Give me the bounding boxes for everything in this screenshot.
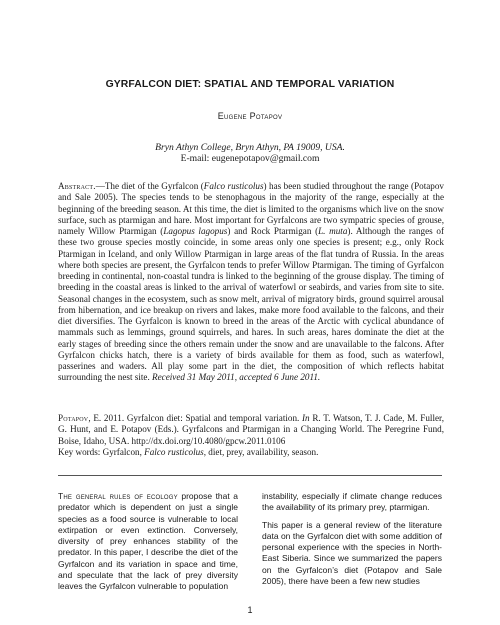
affiliation-email: E-mail: eugenepotapov@gmail.com bbox=[180, 153, 320, 165]
paper-title: GYRFALCON DIET: SPATIAL AND TEMPORAL VARIATION bbox=[105, 79, 395, 90]
citation-author: Potapov bbox=[58, 413, 89, 423]
lead-in-text: The general rules of ecology bbox=[58, 491, 178, 501]
body-text: propose that a predator which is dependent on just a single species as a food source is vulnerable to local extirpation or even extinction. Conversely, diversity of prey enhances stability of the predator. In this paper, I describe the diet of the Gyrfalcon and its variation in space and time, and speculate that the lack of prey diversity leaves the Gyrfalcon vulnerable to population bbox=[58, 491, 238, 592]
citation-text-1: , E. 2011. Gyrfalcon diet: Spatial and temporal variation. bbox=[88, 413, 303, 423]
body-column-right bbox=[262, 491, 442, 593]
abstract-text-1: —The diet of the Gyrfalcon ( bbox=[95, 181, 204, 191]
abstract-text-3: ) and Rock Ptarmigan ( bbox=[227, 226, 319, 236]
citation bbox=[58, 413, 444, 447]
citation-text-2: R. T. Watson, T. J. Cade, M. Fuller, G. Hunt, and E. Potapov (Eds.). Gyrfalcons and Ptarmigan in a Changing World. The Peregrine Fund, Boise, Idaho, USA. http://dx.doi.org/10.4080/gpcw.2011.0106 bbox=[58, 413, 444, 446]
body-paragraph bbox=[58, 491, 238, 593]
body-paragraph: This paper is a general review of the literature data on the Gyrfalcon diet with some addition of personal experience with the species in North-East Siberia. Since we summarized the papers on the Gyrfalcon’s diet (Potapov and Sale 2005), there have been a few new studies bbox=[262, 519, 442, 587]
author-name: Eugene Potapov bbox=[217, 111, 283, 121]
abstract-text-2: ) has been studied throughout the range (Potapov and Sale 2005). The species tends to be stenophagous in the majority of the range, especially at the beginning of the breeding season. At this time, the diet is limited to the organisms which live on the snow surface, such as ptarmigan and hare. Most important for Gyrfalcons are two sympatric species of grouse, namely Willow Ptarmigan ( bbox=[58, 181, 444, 236]
citation-in: In bbox=[302, 413, 310, 423]
abstract-received-date: Received 31 May 2011, accepted 6 June 2011. bbox=[152, 372, 321, 383]
abstract bbox=[58, 181, 444, 384]
abstract-scientific-name-3: L. muta bbox=[318, 226, 348, 236]
keywords bbox=[58, 447, 444, 458]
abstract-scientific-name-2: Lagopus lagopus bbox=[163, 226, 228, 236]
abstract-scientific-name-1: Falco rusticolus bbox=[203, 181, 264, 191]
section-divider bbox=[58, 475, 442, 476]
keywords-text-2: , diet, prey, availability, season. bbox=[203, 447, 319, 457]
affiliation-institution: Bryn Athyn College, Bryn Athyn, PA 19009, USA. bbox=[155, 142, 345, 153]
keywords-text-1: Key words: Gyrfalcon, bbox=[58, 447, 145, 457]
page-number: 1 bbox=[247, 605, 253, 615]
abstract-text-4: ). Although the ranges of these two grouse species mostly coincide, in some areas only one species is present; e.g., only Rock Ptarmigan in Iceland, and only Willow Ptarmigan in large areas of the flat tundra of Russia. In the areas where both species are present, the Gyrfalcon tends to prefer Willow Ptarmigan. The timing of Gyrfalcon breeding in continental, non-coastal tundra is linked to the beginning of the grouse display. The timing of breeding in the coastal areas is linked to the arrival of waterfowl or seabirds, and varies from site to site. Seasonal changes in the ecosystem, such as snow melt, arrival of migratory birds, ground squirrel arousal from hibernation, and ice breakup on rivers and lakes, make more food available to the falcons, and their diet diversifies. The Gyrfalcon is known to breed in the areas of the Arctic with cyclical abundance of mammals such as lemmings, ground squirrels, and hares. In such areas, hares dominate the diet at the early stages of breeding since the others remain under the snow and are unavailable to the falcons. After Gyrfalcon chicks hatch, there is a variety of birds available for them as food, such as waterfowl, passerines and waders. All play some part in the diet, the composition of which reflects habitat surrounding the nest site. bbox=[58, 226, 444, 383]
affiliation bbox=[0, 142, 500, 165]
body-paragraph: instability, especially if climate change reduces the availability of its primary prey, ptarmigan. bbox=[262, 491, 442, 513]
body-column-left bbox=[58, 491, 238, 599]
abstract-label: Abstract. bbox=[58, 181, 96, 191]
keywords-scientific-name: Falco rusticolus bbox=[144, 447, 204, 457]
